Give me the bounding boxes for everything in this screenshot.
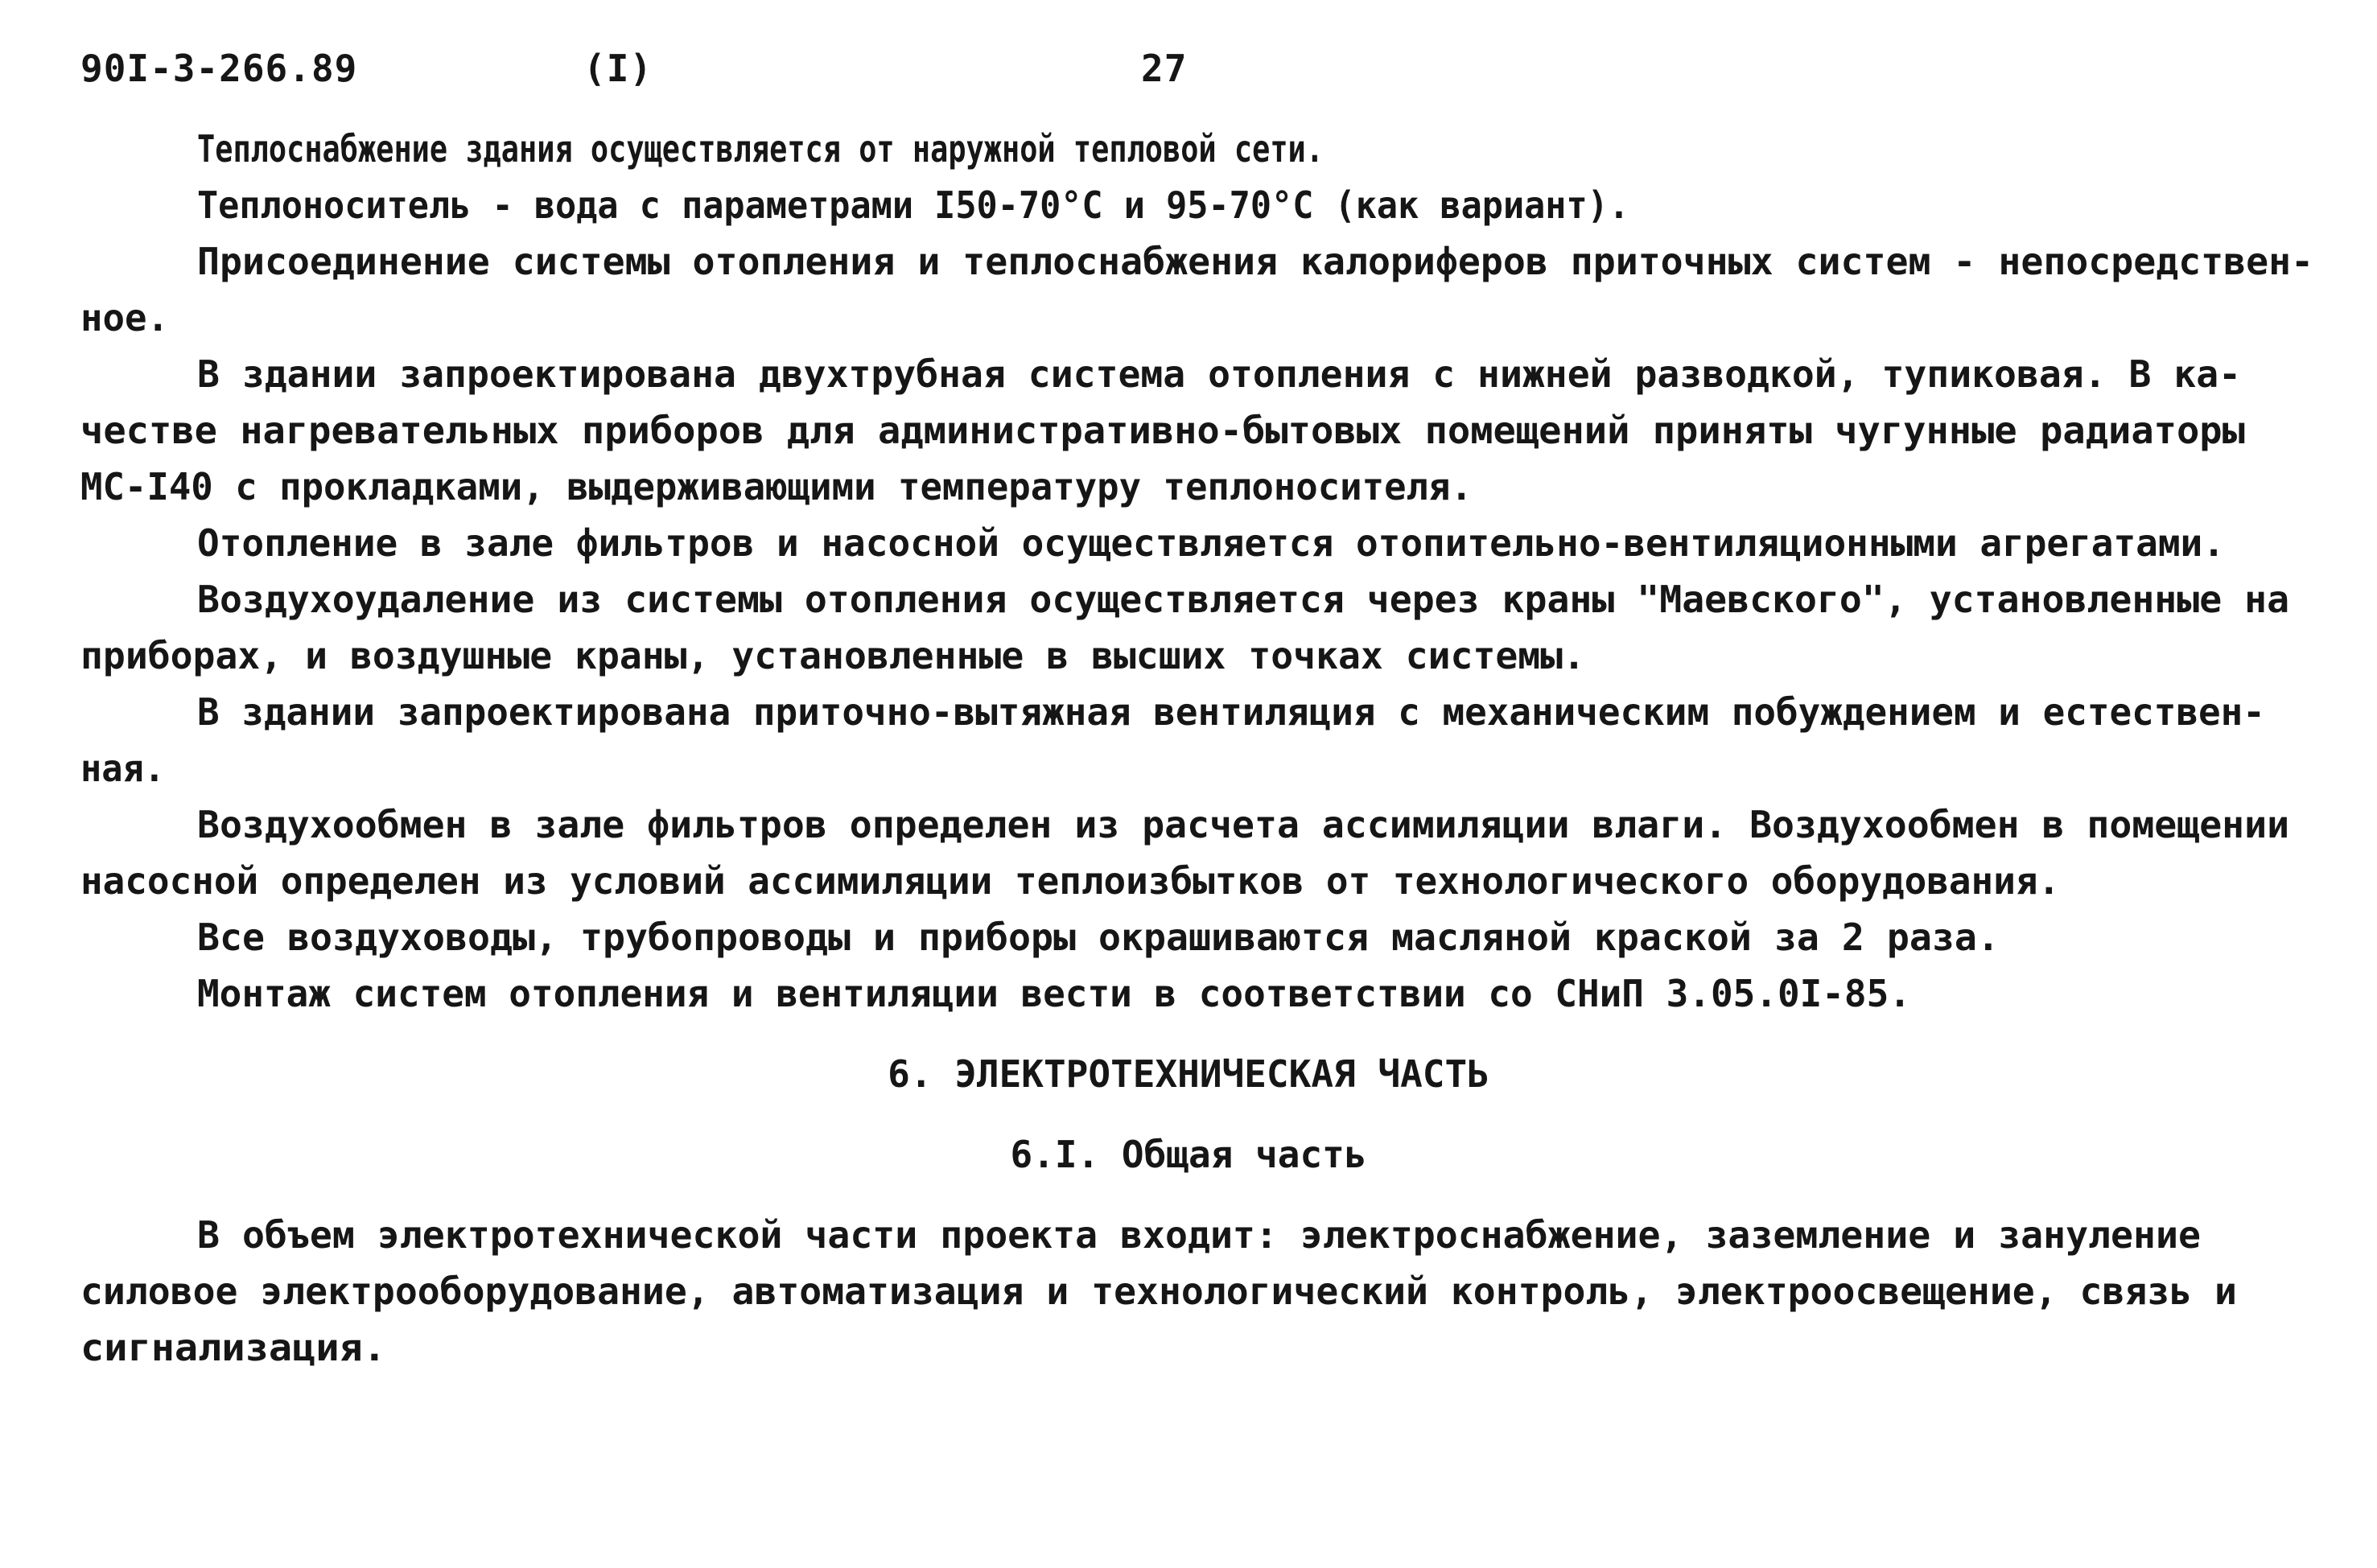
paragraph-line: Воздухоудаление из системы отопления осуществляется через краны "Маевского", установленные на [197,578,2290,621]
paragraph-line: В здании запроектирована приточно-вытяжная вентиляция с механическим побуждением и естествен- [197,690,2265,734]
paragraph-line: В объем электротехнической части проекта входит: электроснабжение, заземление и зануление [197,1213,2201,1257]
paragraph-line: Воздухообмен в зале фильтров определен из расчета ассимиляции влаги. Воздухообмен в помещении [197,803,2290,846]
section-title: 6. ЭЛЕКТРОТЕХНИЧЕСКАЯ ЧАСТЬ [888,1052,1489,1096]
paragraph-line: Теплоснабжение здания осуществляется от наружной тепловой сети. [197,127,1324,171]
paragraph-line: Отопление в зале фильтров и насосной осуществляется отопительно-вентиляционными агрегатами. [197,521,2225,565]
volume-number: (I) [583,47,653,90]
paragraph-line: Монтаж систем отопления и вентиляции вести в соответствии со СНиП 3.05.0I-85. [197,972,1911,1015]
paragraph-line: ная. [80,747,165,790]
paragraph-line: силовое электрооборудование, автоматизация и технологический контроль, электроосвещение, связь и [80,1270,2237,1313]
paragraph-line: ное. [80,296,169,340]
paragraph-line: Присоединение системы отопления и теплоснабжения калориферов приточных систем - непосредствен- [197,240,2314,283]
paragraph-line: приборах, и воздушные краны, установленные в высших точках системы. [80,634,1586,677]
paragraph-line: Все воздуховоды, трубопроводы и приборы окрашиваются масляной краской за 2 раза. [197,916,2000,959]
paragraph-line: насосной определен из условий ассимиляции теплоизбытков от технологического оборудования. [80,859,2061,903]
paragraph-line: МС-I40 с прокладками, выдерживающими температуру теплоносителя. [80,465,1473,508]
subsection-title: 6.I. Общая часть [1010,1133,1367,1176]
page-number: 27 [1141,47,1188,90]
paragraph-line: В здании запроектирована двухтрубная система отопления с нижней разводкой, тупиковая. В ка- [197,352,2242,396]
paragraph-line: Теплоноситель - вода с параметрами I50-70°С и 95-70°С (как вариант). [197,183,1630,227]
paragraph-line: сигнализация. [80,1326,387,1369]
paragraph-line: честве нагревательных приборов для административно-бытовых помещений приняты чугунные радиаторы [80,409,2245,452]
document-code: 90I-3-266.89 [80,47,358,90]
